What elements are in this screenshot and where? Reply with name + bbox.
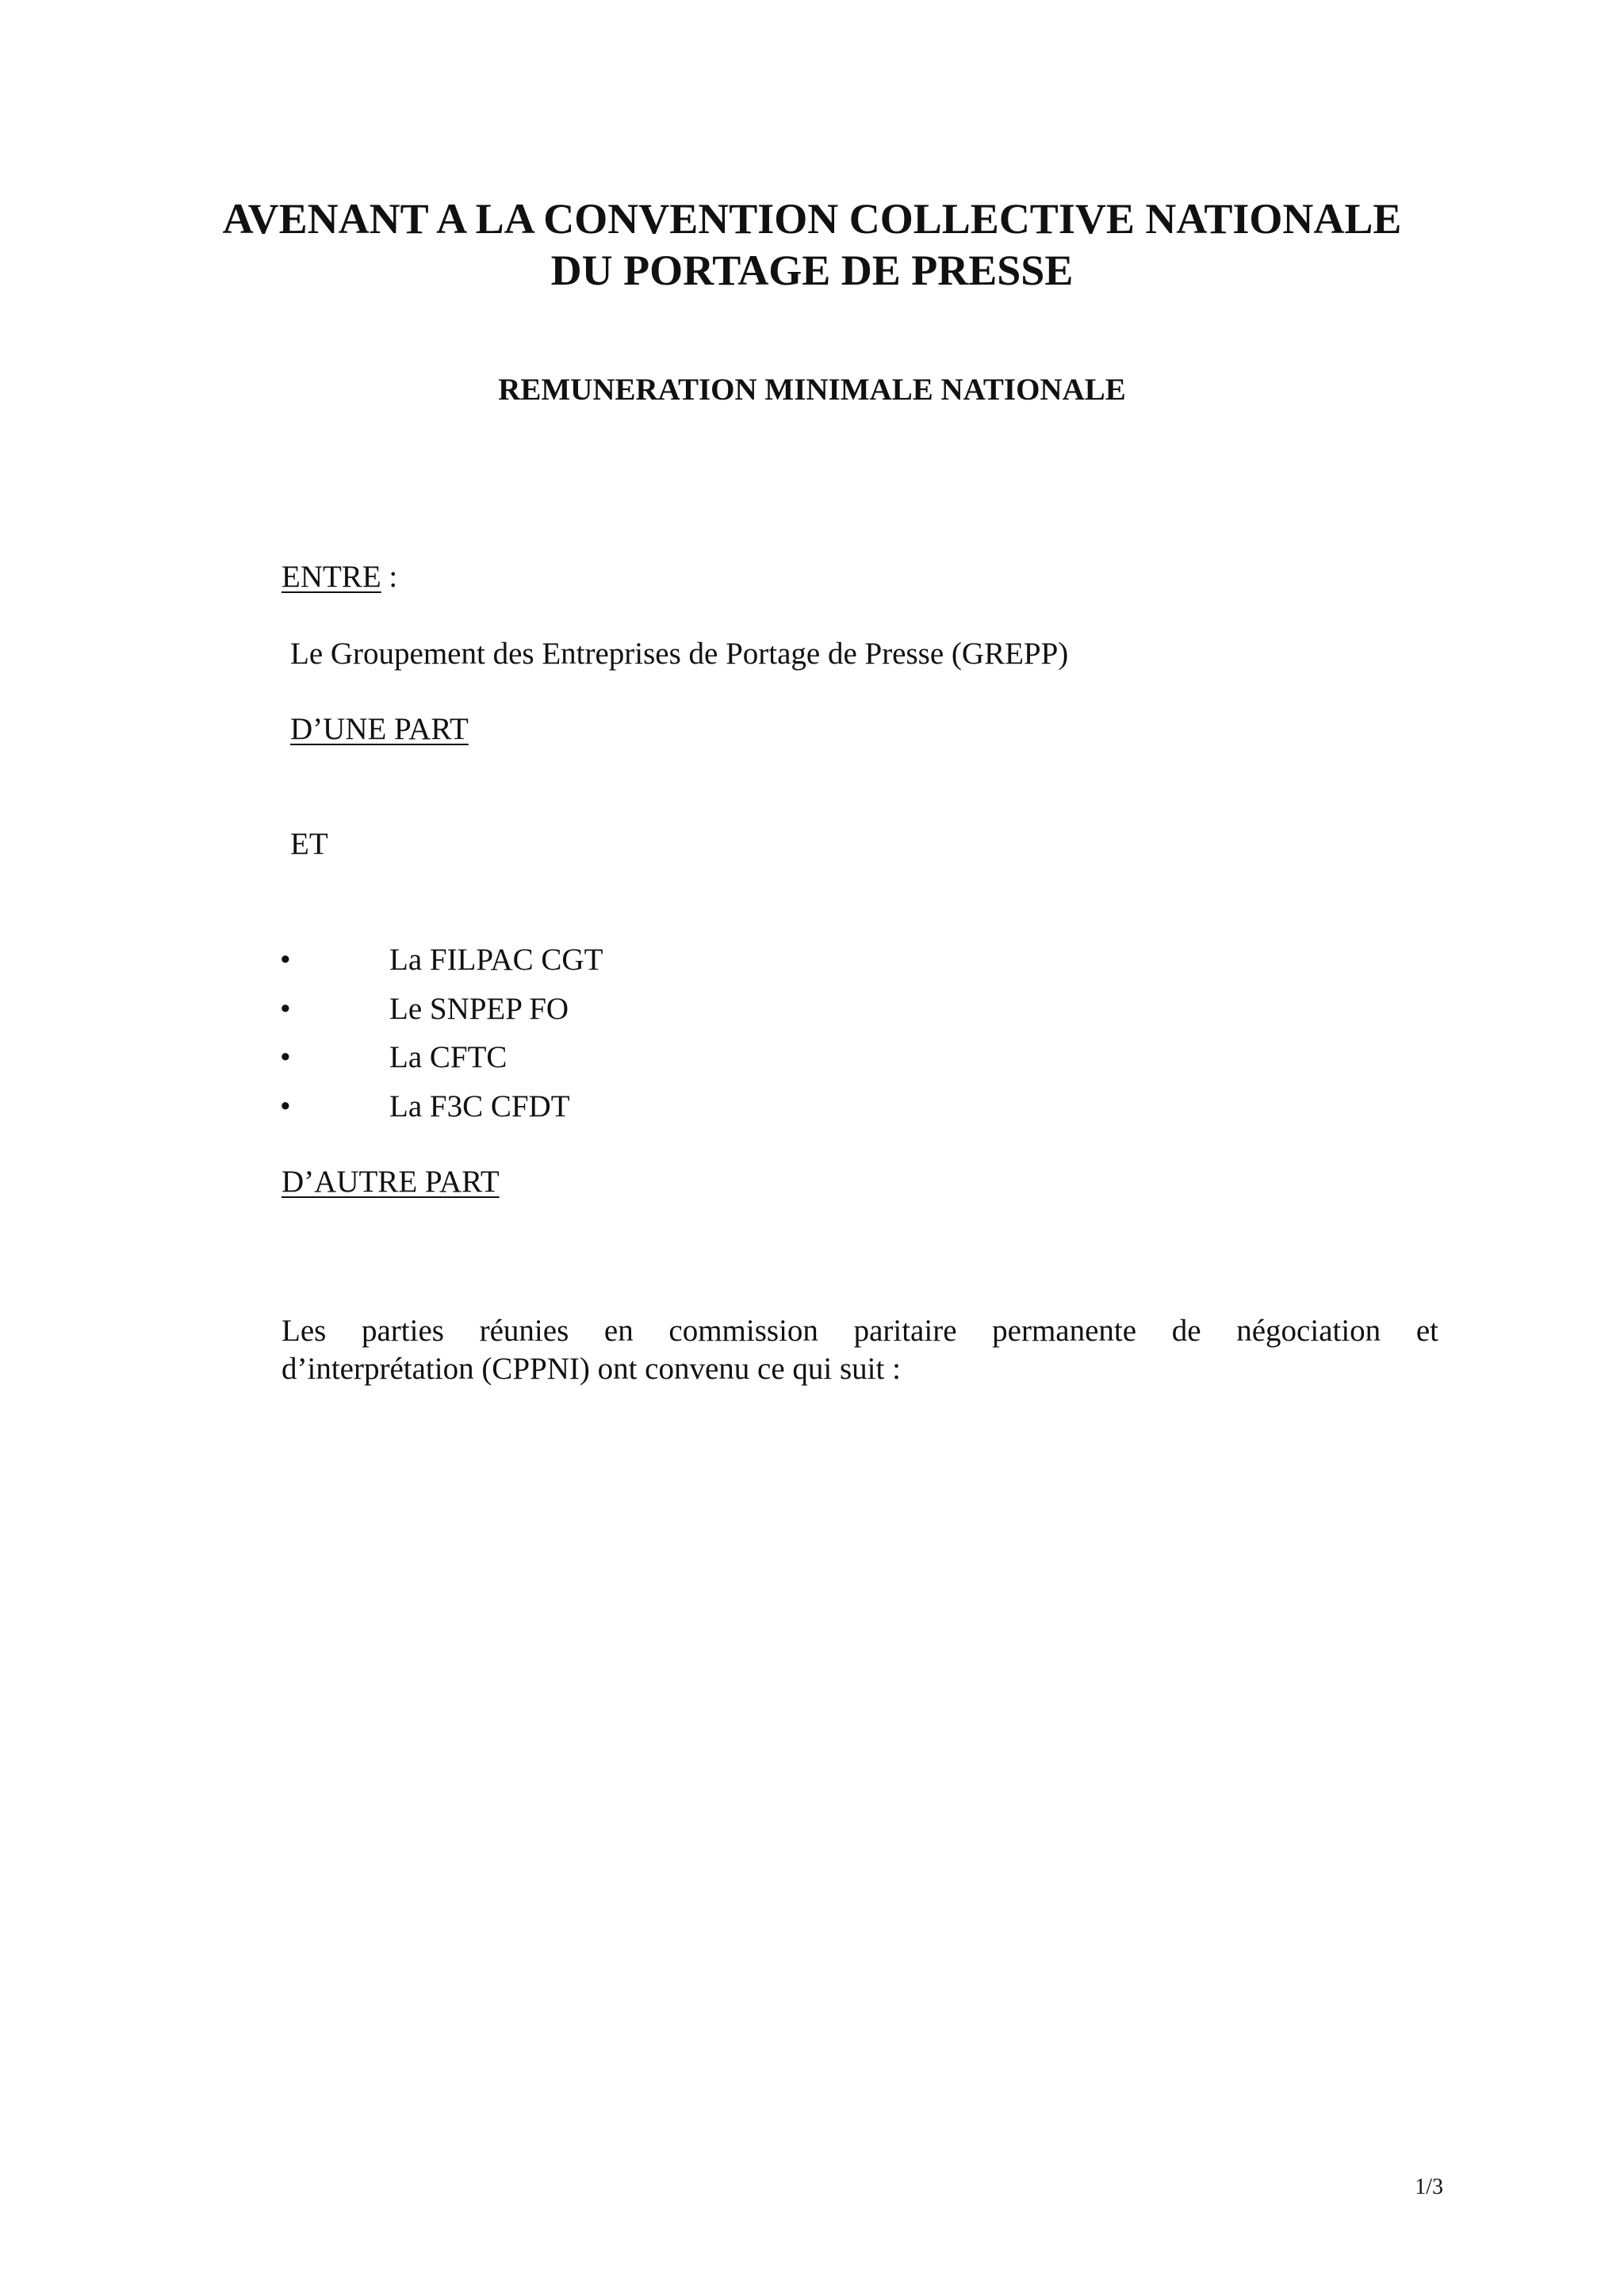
bullet-icon: • (280, 1089, 291, 1123)
party-one-name: Le Groupement des Entreprises de Portage de Presse (GREPP) (290, 637, 1069, 671)
union-name: Le SNPEP FO (389, 992, 569, 1026)
dune-part-label: D’UNE PART (290, 712, 469, 746)
page-number: 1/3 (1415, 2175, 1443, 2199)
bullet-icon: • (280, 943, 291, 977)
paragraph-line-1: Les parties réunies en commission paritaire permanente de négociation et (282, 1314, 1438, 1348)
bullet-icon: • (280, 992, 291, 1026)
document-title-line-2: DU PORTAGE DE PRESSE (550, 247, 1074, 294)
entre-label: ENTRE (282, 560, 381, 594)
union-name: La F3C CFDT (389, 1089, 570, 1123)
entre-heading (282, 558, 397, 596)
bullet-icon: • (280, 1040, 291, 1074)
et-label: ET (290, 827, 328, 861)
agreement-paragraph (282, 1312, 1438, 1388)
union-name: La CFTC (389, 1040, 508, 1074)
document-title-line-1: AVENANT A LA CONVENTION COLLECTIVE NATIONALE (222, 195, 1402, 243)
document-subtitle: REMUNERATION MINIMALE NATIONALE (498, 373, 1126, 407)
entre-colon: : (381, 560, 398, 594)
union-name: La FILPAC CGT (389, 943, 603, 977)
paragraph-line-2: d’interprétation (CPPNI) ont convenu ce qui suit : (282, 1352, 901, 1386)
dautre-part-label: D’AUTRE PART (282, 1165, 500, 1199)
